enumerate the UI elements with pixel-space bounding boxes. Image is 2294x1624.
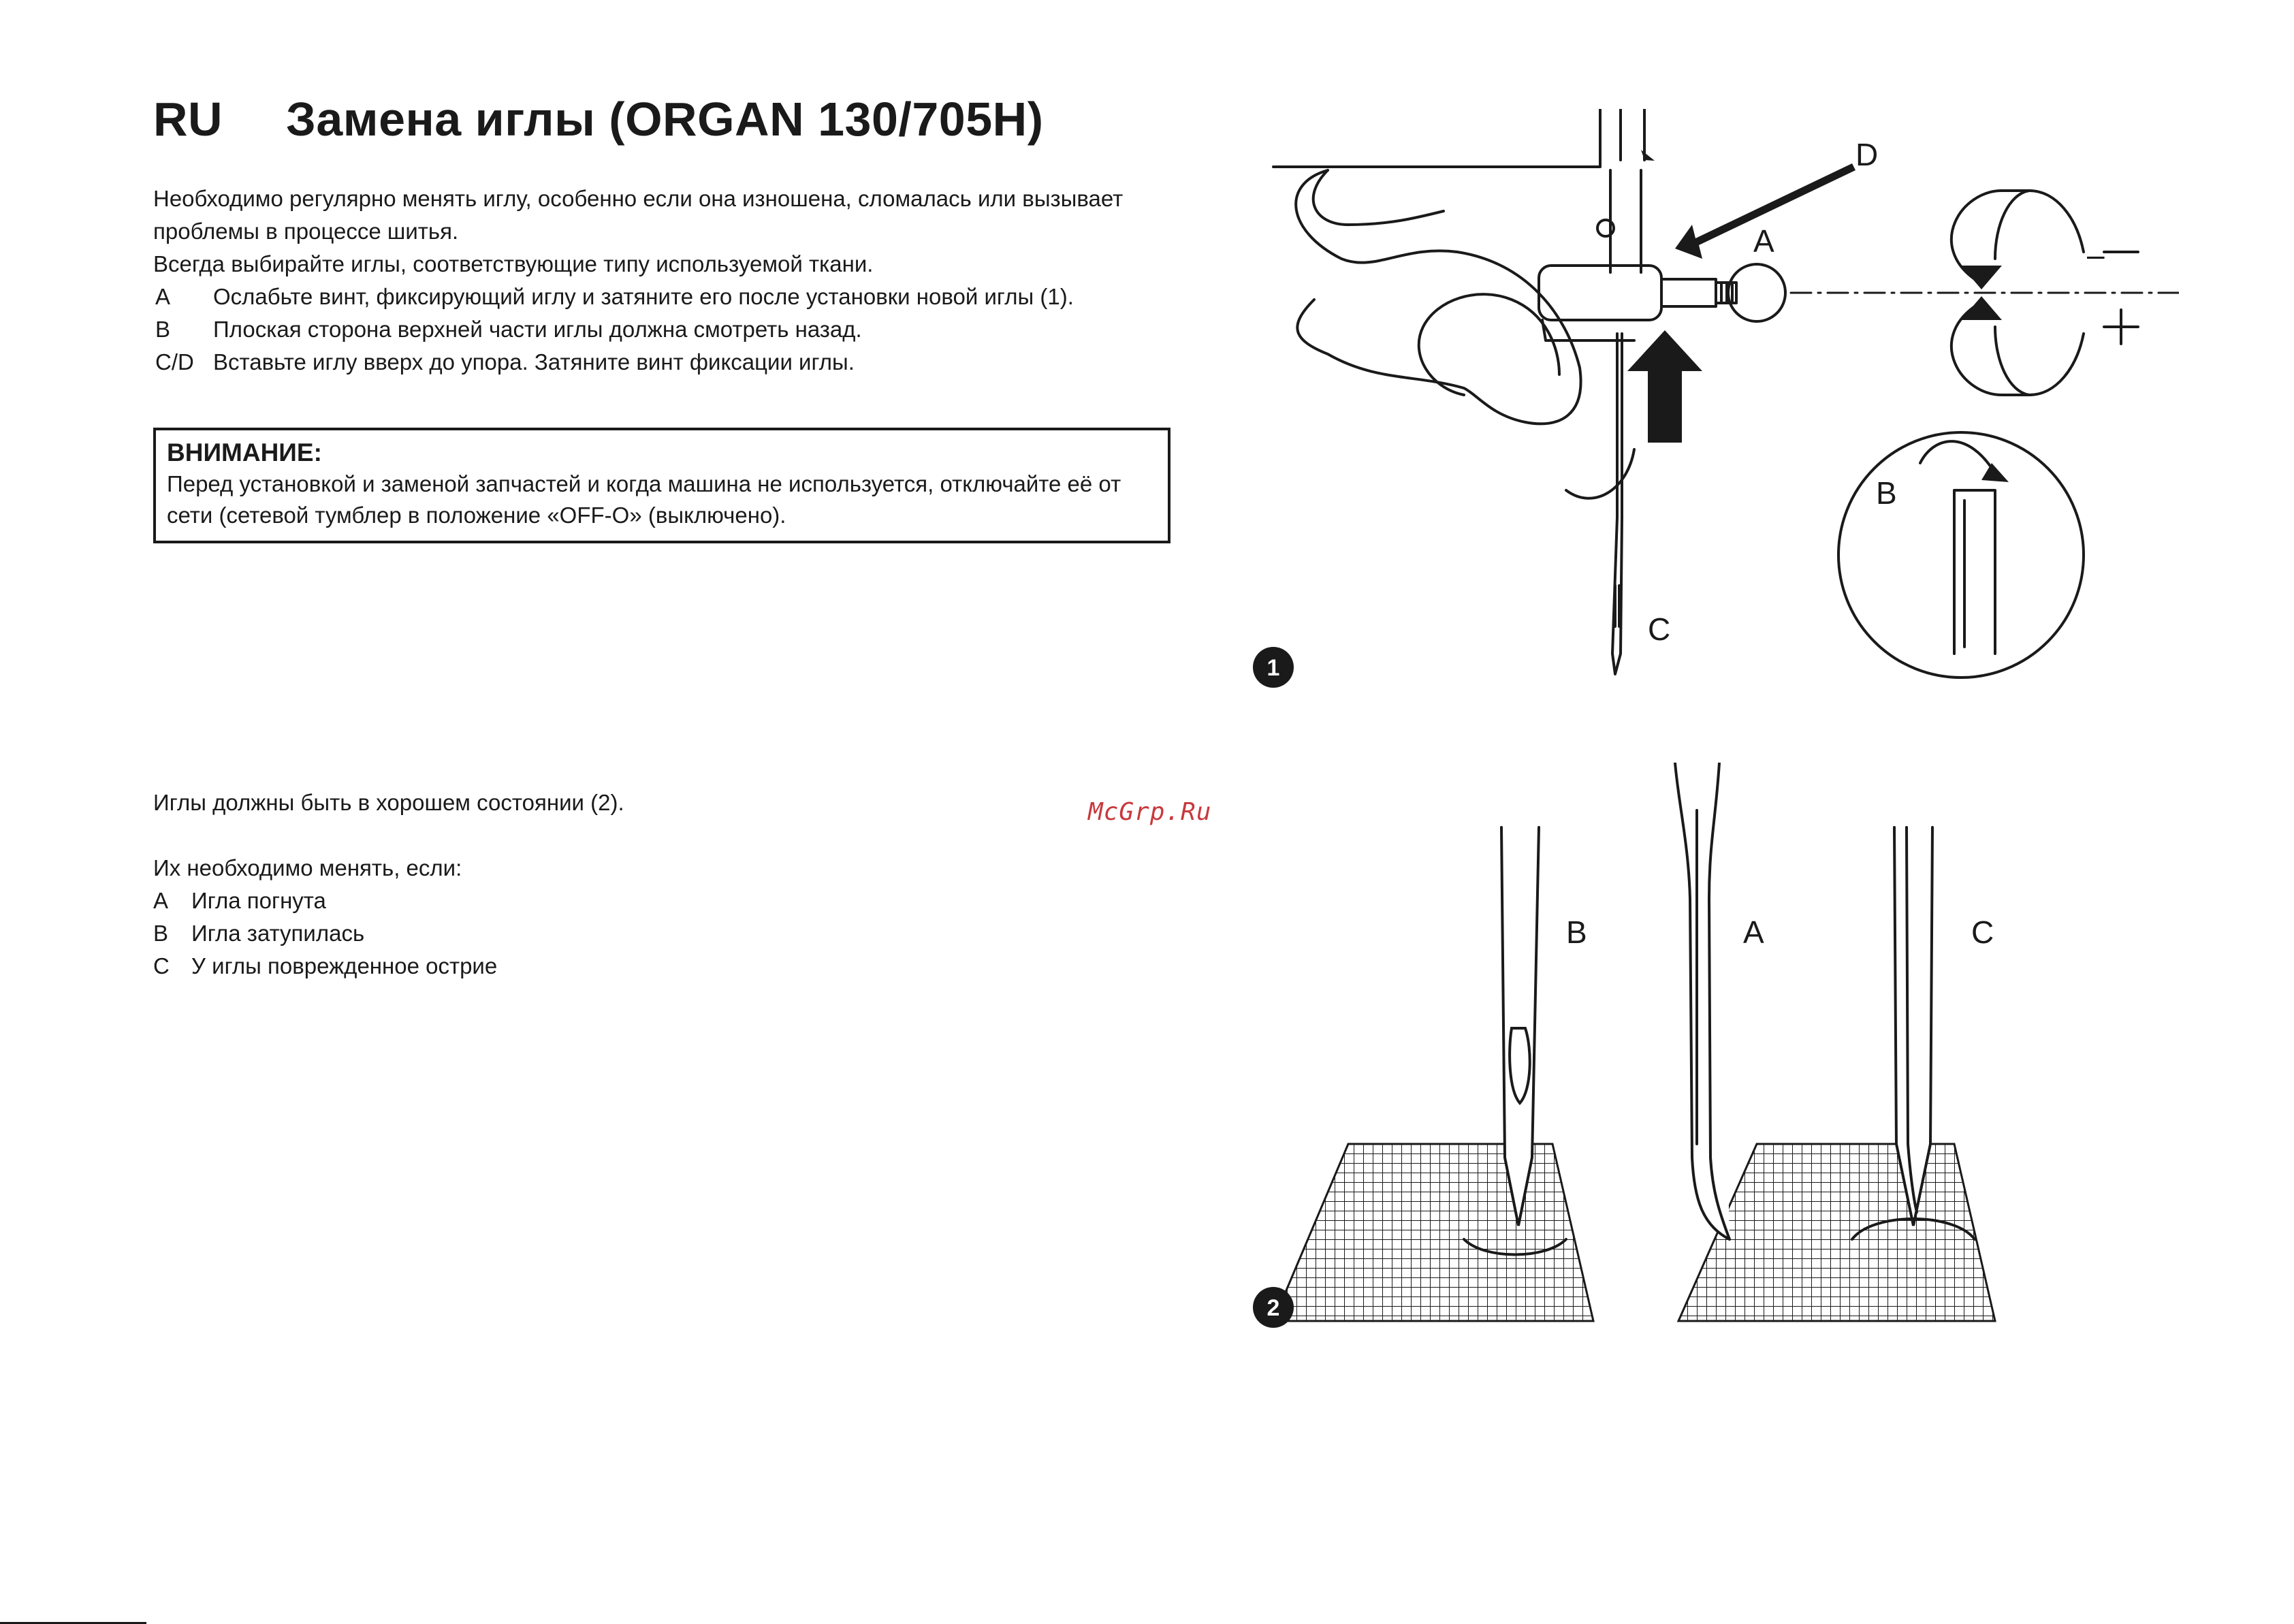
figure1-badge-number: 1 bbox=[1267, 655, 1280, 681]
plus-sign bbox=[2104, 310, 2138, 344]
condition-text: У иглы поврежденное острие bbox=[191, 953, 498, 978]
needle-condition-figure bbox=[1239, 763, 2179, 1348]
step-key: B bbox=[155, 317, 171, 342]
title-text: Замена иглы (ORGAN 130/705H) bbox=[286, 93, 1044, 146]
step-item bbox=[153, 313, 1215, 346]
figure2-badge-number: 2 bbox=[1267, 1295, 1280, 1321]
step-item bbox=[153, 346, 1215, 379]
steps-list bbox=[153, 281, 1215, 379]
condition-text: Игла затупилась bbox=[191, 921, 365, 946]
arrowhead-lower bbox=[1961, 296, 2002, 320]
page-title bbox=[153, 92, 1044, 146]
language-code: RU bbox=[153, 93, 223, 146]
condition-intro: Иглы должны быть в хорошем состоянии (2). bbox=[153, 790, 624, 815]
warning-box bbox=[153, 428, 1170, 543]
condition-key: A bbox=[153, 888, 169, 913]
condition-item bbox=[153, 950, 1038, 983]
condition-item bbox=[153, 917, 1038, 950]
watermark: McGrp.Ru bbox=[1088, 798, 1212, 826]
condition-text: Игла погнута bbox=[191, 888, 326, 913]
intro-paragraph-1: Необходимо регулярно менять иглу, особенно если она изношена, сломалась или вызывает проблемы в процессе шитья. bbox=[153, 186, 1124, 244]
intro-paragraph-2: Всегда выбирайте иглы, соответствующие типу используемой ткани. bbox=[153, 251, 874, 276]
label-c: C bbox=[1648, 611, 1671, 647]
step-item bbox=[153, 281, 1215, 313]
label-c: C bbox=[1971, 914, 1994, 950]
step-text: Ослабьте винт, фиксирующий иглу и затяните его после установки новой иглы (1). bbox=[213, 284, 1074, 309]
needle-a bbox=[1675, 763, 1730, 1239]
warning-title: ВНИМАНИЕ: bbox=[167, 439, 322, 466]
arrowhead-upper bbox=[1961, 266, 2002, 289]
needle-replacement-figure bbox=[1239, 109, 2179, 688]
needle-condition-section bbox=[153, 786, 1038, 983]
condition-key: B bbox=[153, 921, 169, 946]
label-a: A bbox=[1743, 914, 1764, 950]
step-text: Плоская сторона верхней части иглы должна смотреть назад. bbox=[213, 317, 862, 342]
label-b: B bbox=[1876, 475, 1897, 511]
intro-section bbox=[153, 182, 1215, 379]
step-key: C/D bbox=[155, 349, 194, 375]
inset-circle bbox=[1838, 432, 2084, 678]
label-b: B bbox=[1566, 914, 1587, 950]
machine-body-outline bbox=[1273, 109, 1600, 167]
step-text: Вставьте иглу вверх до упора. Затяните винт фиксации иглы. bbox=[213, 349, 855, 375]
fabric-left bbox=[1273, 1144, 1593, 1321]
arrowhead-inset bbox=[1981, 463, 2009, 482]
conditions-list bbox=[153, 885, 1038, 983]
clamp-screw bbox=[1661, 279, 1716, 306]
step-key: A bbox=[155, 284, 171, 309]
label-minus: – bbox=[2087, 237, 2105, 272]
condition-key: C bbox=[153, 953, 170, 978]
up-arrow bbox=[1627, 330, 1702, 443]
needle-clamp bbox=[1539, 266, 1661, 320]
label-a: A bbox=[1753, 223, 1774, 259]
warning-text: Перед установкой и заменой запчастей и когда машина не используется, отключайте её от сети (сетевой тумблер в положение «OFF-O» (выключено). bbox=[167, 471, 1121, 528]
condition-item bbox=[153, 885, 1038, 917]
label-d: D bbox=[1855, 137, 1879, 172]
needle-bar bbox=[1610, 170, 1641, 272]
needle-c bbox=[1894, 827, 1932, 1226]
condition-lead: Их необходимо менять, если: bbox=[153, 855, 462, 880]
